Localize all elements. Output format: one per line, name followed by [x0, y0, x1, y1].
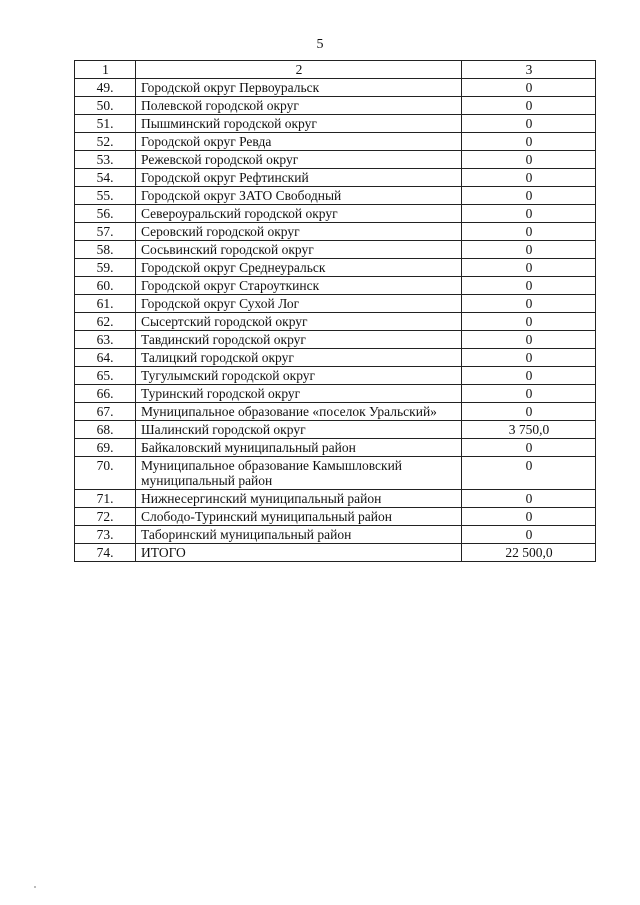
amount-cell: 0 [462, 439, 596, 457]
column-header-number: 1 [75, 61, 136, 79]
municipality-name-cell: Талицкий городской округ [136, 349, 462, 367]
municipality-name-cell: Байкаловский муниципальный район [136, 439, 462, 457]
row-number-cell: 52. [75, 133, 136, 151]
municipality-name-cell: Городской округ Сухой Лог [136, 295, 462, 313]
amount-cell: 0 [462, 115, 596, 133]
row-number-cell: 57. [75, 223, 136, 241]
column-header-name: 2 [136, 61, 462, 79]
table-row [75, 169, 596, 187]
municipality-name-cell: Городской округ Первоуральск [136, 79, 462, 97]
municipality-name-cell: Таборинский муниципальный район [136, 526, 462, 544]
table-row [75, 439, 596, 457]
table-body [75, 61, 596, 562]
municipality-name-cell: Муниципальное образование «поселок Уральский» [136, 403, 462, 421]
amount-cell: 0 [462, 187, 596, 205]
amount-cell: 0 [462, 508, 596, 526]
amount-cell: 0 [462, 259, 596, 277]
municipality-name-cell: Городской округ ЗАТО Свободный [136, 187, 462, 205]
table-row [75, 457, 596, 490]
amount-cell: 0 [462, 367, 596, 385]
table-row [75, 421, 596, 439]
table-row [75, 259, 596, 277]
amount-cell: 0 [462, 97, 596, 115]
row-number-cell: 59. [75, 259, 136, 277]
municipality-name-cell: Шалинский городской округ [136, 421, 462, 439]
municipality-name-cell: Серовский городской округ [136, 223, 462, 241]
amount-cell: 0 [462, 133, 596, 151]
amount-cell: 0 [462, 223, 596, 241]
row-number-cell: 50. [75, 97, 136, 115]
row-number-cell: 54. [75, 169, 136, 187]
amount-cell: 0 [462, 490, 596, 508]
amount-cell: 0 [462, 295, 596, 313]
municipality-name-cell: Пышминский городской округ [136, 115, 462, 133]
municipality-name-cell: Нижнесергинский муниципальный район [136, 490, 462, 508]
row-number-cell: 73. [75, 526, 136, 544]
municipality-name-cell: Североуральский городской округ [136, 205, 462, 223]
municipality-name-cell: Городской округ Рефтинский [136, 169, 462, 187]
table-row [75, 544, 596, 562]
row-number-cell: 58. [75, 241, 136, 259]
row-number-cell: 68. [75, 421, 136, 439]
amount-cell: 0 [462, 331, 596, 349]
amount-cell: 0 [462, 385, 596, 403]
amount-cell: 0 [462, 79, 596, 97]
table-row [75, 241, 596, 259]
amount-cell: 0 [462, 457, 596, 490]
table-row [75, 187, 596, 205]
amount-cell: 0 [462, 169, 596, 187]
table-row [75, 385, 596, 403]
municipality-name-cell: Городской округ Ревда [136, 133, 462, 151]
municipality-name-cell: Сысертский городской округ [136, 313, 462, 331]
table-row [75, 79, 596, 97]
municipality-name-cell: Городской округ Среднеуральск [136, 259, 462, 277]
table-row [75, 349, 596, 367]
table-row [75, 313, 596, 331]
amount-cell: 0 [462, 241, 596, 259]
row-number-cell: 67. [75, 403, 136, 421]
row-number-cell: 55. [75, 187, 136, 205]
allocation-table [74, 60, 596, 562]
row-number-cell: 72. [75, 508, 136, 526]
municipality-name-cell: ИТОГО [136, 544, 462, 562]
amount-cell: 0 [462, 205, 596, 223]
amount-cell: 0 [462, 277, 596, 295]
table-row [75, 223, 596, 241]
amount-cell: 0 [462, 151, 596, 169]
row-number-cell: 65. [75, 367, 136, 385]
municipality-name-cell: Режевской городской округ [136, 151, 462, 169]
table-row [75, 277, 596, 295]
table-row [75, 367, 596, 385]
table-row [75, 295, 596, 313]
row-number-cell: 63. [75, 331, 136, 349]
row-number-cell: 51. [75, 115, 136, 133]
table-row [75, 115, 596, 133]
table-row [75, 526, 596, 544]
municipality-name-cell: Туринский городской округ [136, 385, 462, 403]
municipality-name-cell: Тавдинский городской округ [136, 331, 462, 349]
row-number-cell: 56. [75, 205, 136, 223]
table-row [75, 508, 596, 526]
row-number-cell: 49. [75, 79, 136, 97]
amount-cell: 0 [462, 526, 596, 544]
row-number-cell: 70. [75, 457, 136, 490]
scan-speck [34, 886, 36, 888]
amount-cell: 0 [462, 403, 596, 421]
table-row [75, 403, 596, 421]
row-number-cell: 53. [75, 151, 136, 169]
row-number-cell: 64. [75, 349, 136, 367]
amount-cell: 22 500,0 [462, 544, 596, 562]
table-row [75, 97, 596, 115]
column-header-value: 3 [462, 61, 596, 79]
municipality-name-cell: Тугулымский городской округ [136, 367, 462, 385]
table-header-row [75, 61, 596, 79]
municipality-name-cell: Слободо-Туринский муниципальный район [136, 508, 462, 526]
amount-cell: 3 750,0 [462, 421, 596, 439]
table-row [75, 205, 596, 223]
row-number-cell: 71. [75, 490, 136, 508]
row-number-cell: 74. [75, 544, 136, 562]
municipality-name-cell: Сосьвинский городской округ [136, 241, 462, 259]
amount-cell: 0 [462, 349, 596, 367]
row-number-cell: 69. [75, 439, 136, 457]
row-number-cell: 62. [75, 313, 136, 331]
amount-cell: 0 [462, 313, 596, 331]
table-row [75, 331, 596, 349]
table-row [75, 133, 596, 151]
row-number-cell: 61. [75, 295, 136, 313]
municipality-name-cell: Полевской городской округ [136, 97, 462, 115]
table-row [75, 490, 596, 508]
municipality-name-cell: Городской округ Староуткинск [136, 277, 462, 295]
table-row [75, 151, 596, 169]
page-number: 5 [316, 37, 324, 52]
row-number-cell: 60. [75, 277, 136, 295]
municipality-name-cell: Муниципальное образование Камышловский муниципальный район [136, 457, 462, 490]
row-number-cell: 66. [75, 385, 136, 403]
